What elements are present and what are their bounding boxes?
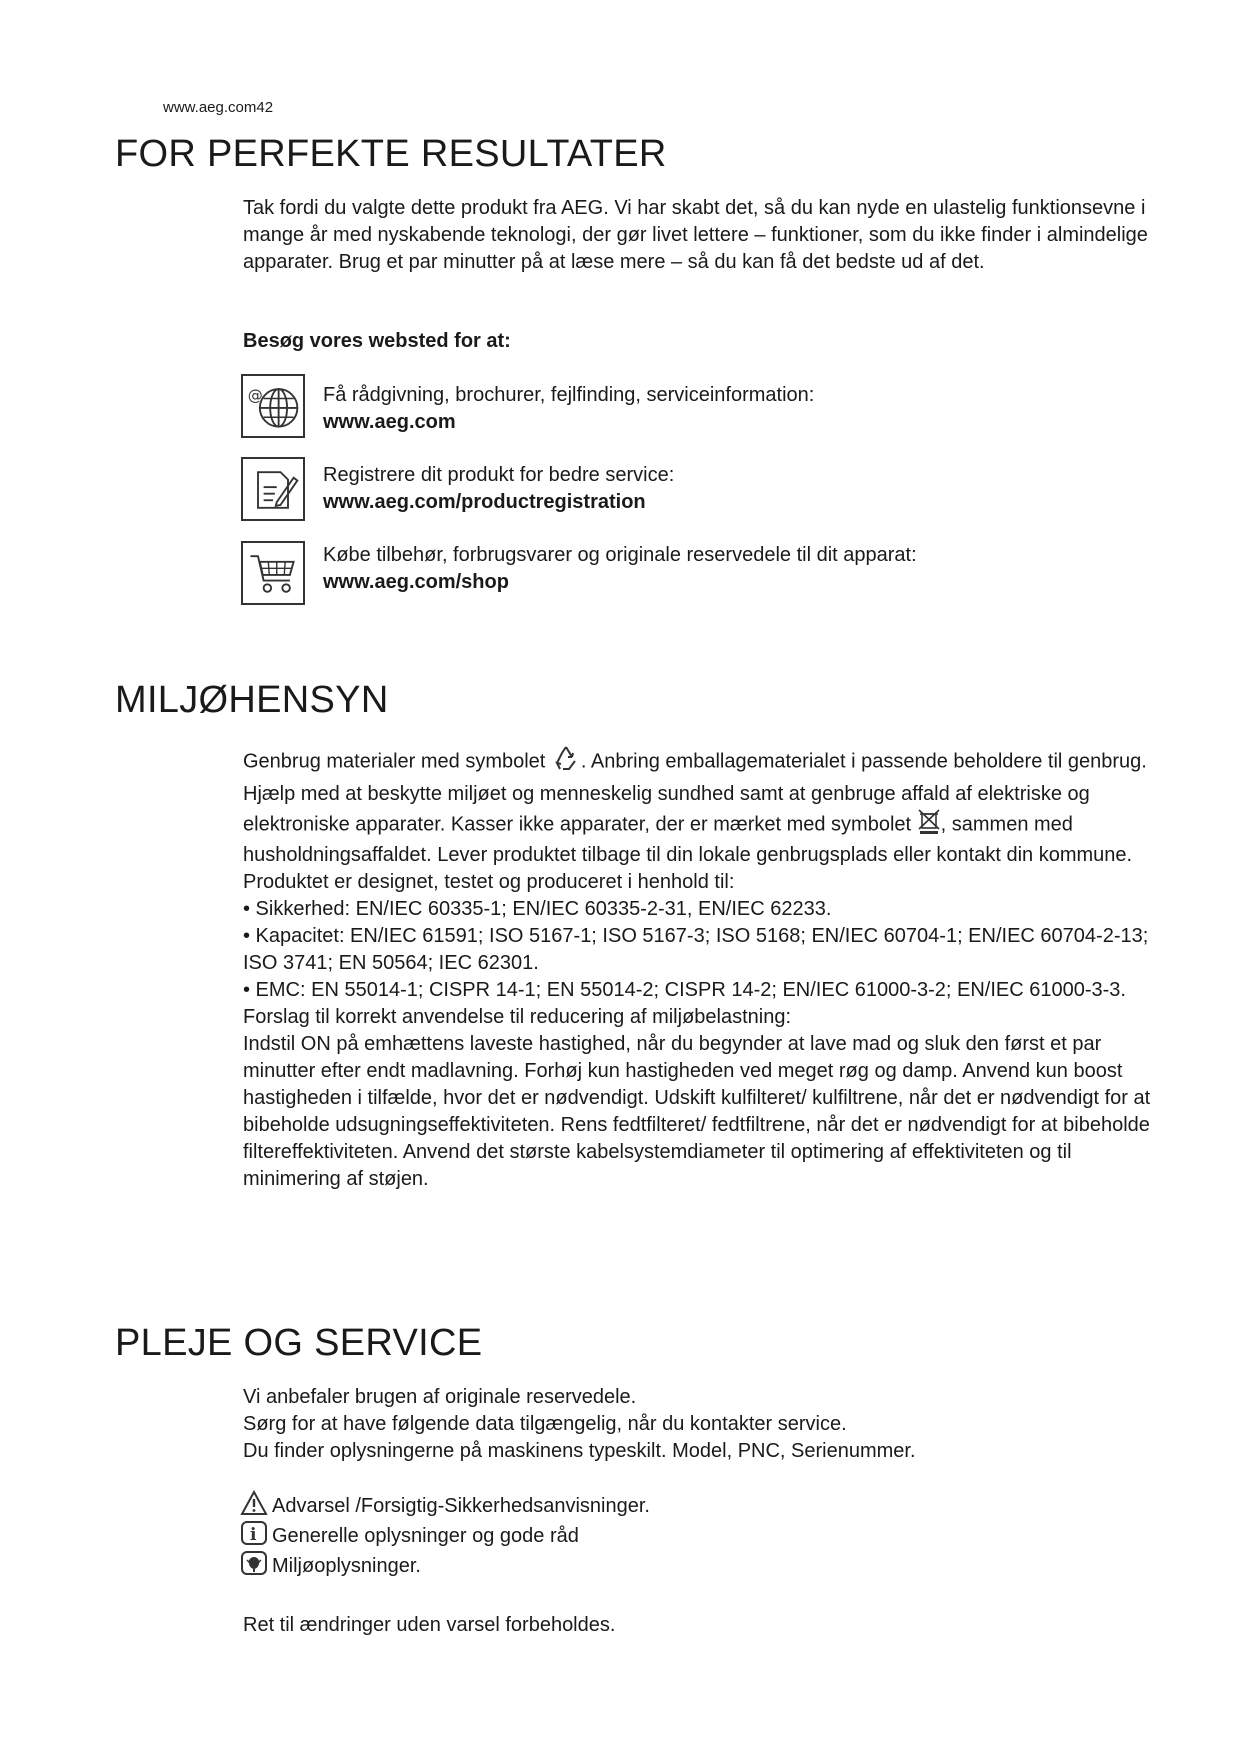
weee-paragraph: Hjælp med at beskytte miljøet og menneskelig sundhed samt at genbruge affald af elektriske og elektroniske apparater. Kasser ikke apparater, der er mærket med symbolet , sammen med husholdningsaffaldet. Lever produktet tilbage til din lokale genbrugsplads eller kontakt din kommune. xyxy=(243,783,1133,866)
registration-icon xyxy=(241,457,305,521)
item-3-text: Købe tilbehør, forbrugsvarer og originale reservedele til dit apparat: xyxy=(323,544,917,566)
legend-list xyxy=(240,1490,650,1580)
standard-capacity: • Kapacitet: EN/IEC 61591; ISO 5167-1; ISO 5167-3; ISO 5168; EN/IEC 60704-1; EN/IEC 60704-2-13; ISO 3741; EN 50564; IEC 62301. xyxy=(243,925,1149,974)
warning-icon xyxy=(240,1490,268,1516)
recycle-icon xyxy=(551,743,581,781)
care-line-3: Du finder oplysningerne på maskinens typeskilt. Model, PNC, Serienummer. xyxy=(243,1440,916,1462)
section-title-care: PLEJE OG SERVICE xyxy=(115,1322,483,1364)
care-body xyxy=(243,1384,1163,1465)
recycle-paragraph: Genbrug materialer med symbolet . Anbring emballagematerialet i passende beholdere til genbrug. xyxy=(243,743,1163,781)
environment-icon xyxy=(240,1550,268,1576)
standard-safety: • Sikkerhed: EN/IEC 60335-1; EN/IEC 60335-2-31, EN/IEC 62233. xyxy=(243,898,832,920)
section-title-results: FOR PERFEKTE RESULTATER xyxy=(115,133,667,175)
shopping-cart-icon xyxy=(241,541,305,605)
suggest-title: Forslag til korrekt anvendelse til reducering af miljøbelastning: xyxy=(243,1006,792,1028)
standards-intro: Produktet er designet, testet og produceret i henhold til: xyxy=(243,871,735,893)
care-line-2: Sørg for at have følgende data tilgængelig, når du kontakter service. xyxy=(243,1413,847,1435)
footer-note: Ret til ændringer uden varsel forbeholdes. xyxy=(243,1614,616,1636)
header-url: www.aeg.com42 xyxy=(163,99,274,116)
item-2-text: Registrere dit produkt for bedre service: xyxy=(323,464,675,486)
item-3-link[interactable]: www.aeg.com/shop xyxy=(323,571,509,593)
svg-text:@: @ xyxy=(247,386,263,405)
item-1-text: Få rådgivning, brochurer, fejlfinding, serviceinformation: xyxy=(323,384,815,406)
legend-environment: Miljøoplysninger. xyxy=(240,1550,650,1580)
visit-label: Besøg vores websted for at: xyxy=(243,330,511,352)
crossed-bin-icon xyxy=(917,808,941,842)
svg-text:i: i xyxy=(250,1525,257,1545)
suggest-text: Indstil ON på emhættens laveste hastighed, når du begynder at lave mad og sluk den først et par minutter efter endt madlavning. Forhøj kun hastigheden ved meget røg og damp. Anvend kun boost hastigheden i tilfælde, hvor det er nødvendigt. Udskift kulfilteret/ kulfiltrene, når det er nødvendigt for at bibeholde udsugningseffektiviteten. Rens fedtfilteret/ fedtfiltrene, når det er nødvendigt for at bibeholde filtereffektiviteten. Anvend det største kabelsystemdiameter til optimering af effektiviteten og til minimering af støjen. xyxy=(243,1033,1151,1190)
standard-emc: • EMC: EN 55014-1; CISPR 14-1; EN 55014-2; CISPR 14-2; EN/IEC 61000-3-2; EN/IEC 61000-3-3. xyxy=(243,979,1126,1001)
environment-body xyxy=(243,743,1163,1193)
item-2-link[interactable]: www.aeg.com/productregistration xyxy=(323,491,646,513)
globe-icon xyxy=(241,374,305,438)
legend-info: i Generelle oplysninger og gode råd xyxy=(240,1520,650,1550)
intro-paragraph: Tak fordi du valgte dette produkt fra AEG. Vi har skabt det, så du kan nyde en ulastelig funktionsevne i mange år med nyskabende teknologi, der gør livet lettere – funktioner, som du ikke finder i almindelige apparater. Brug et par minutter på at læse mere – så du kan få det bedste ud af det. xyxy=(243,197,1148,273)
legend-warning: Advarsel /Forsigtig-Sikkerhedsanvisninger. xyxy=(240,1490,650,1520)
item-1-link[interactable]: www.aeg.com xyxy=(323,411,456,433)
section-title-environment: MILJØHENSYN xyxy=(115,679,389,721)
info-icon xyxy=(240,1520,268,1546)
care-line-1: Vi anbefaler brugen af originale reservedele. xyxy=(243,1386,637,1408)
